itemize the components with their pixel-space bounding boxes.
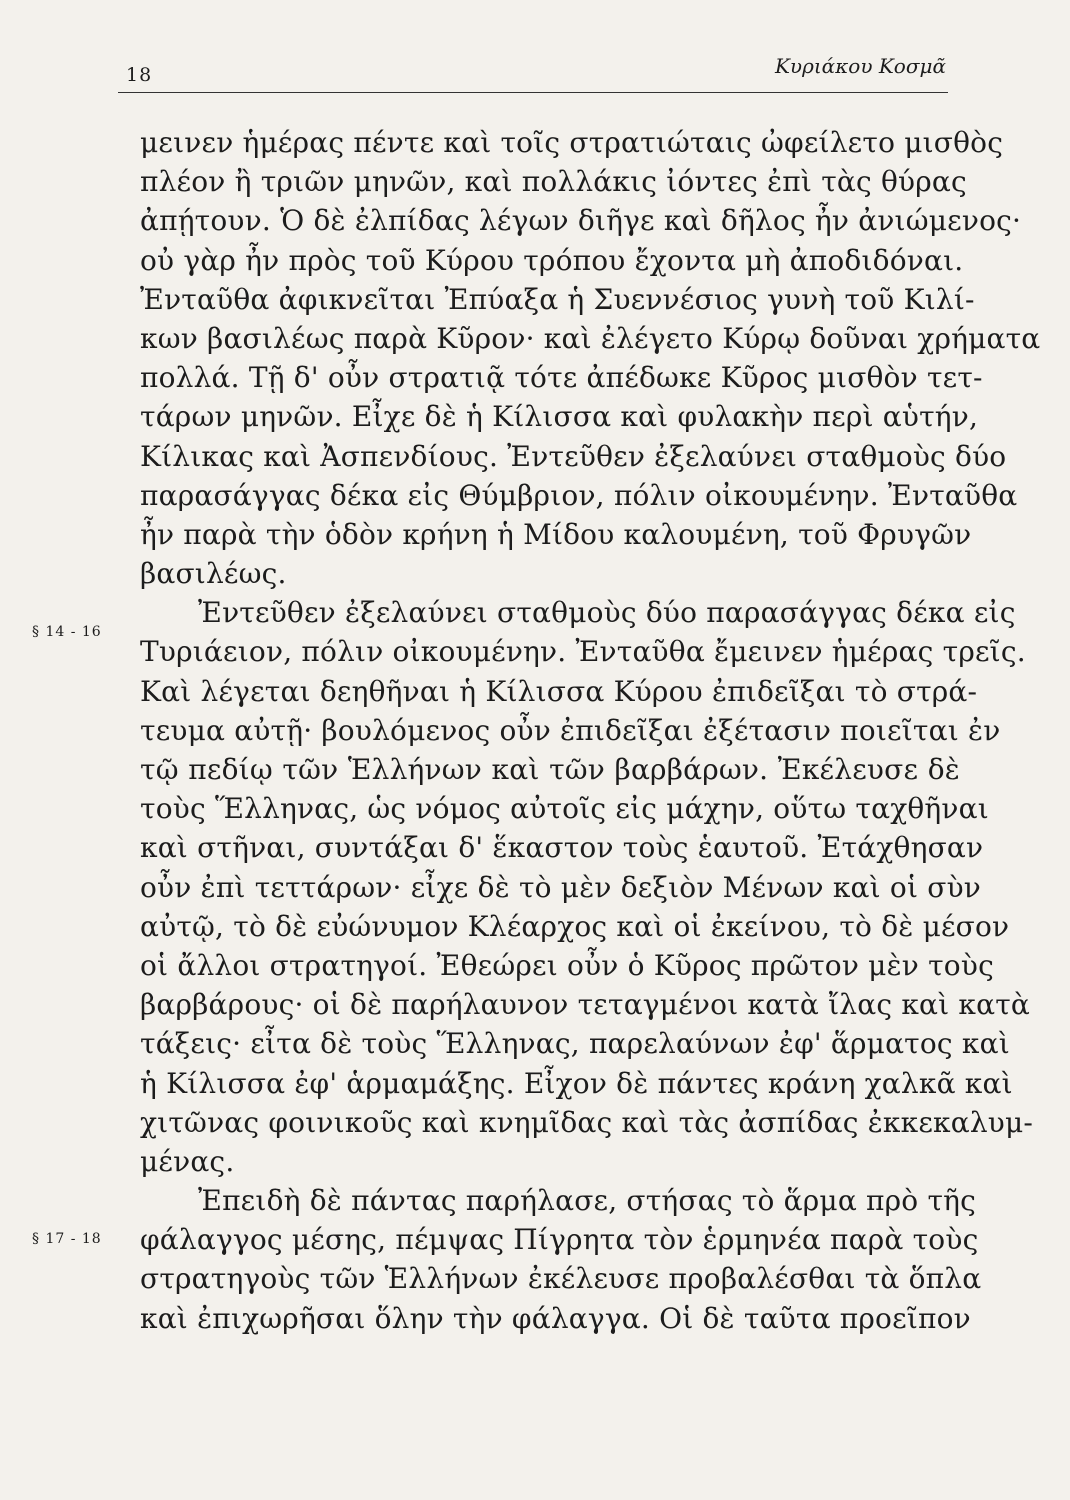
text-line: τῷ πεδίῳ τῶν Ἑλλήνων καὶ τῶν βαρβάρων. Ἐκέλευσε δὲ <box>140 753 960 786</box>
text-line: Τυριάειον, πόλιν οἰκουμένην. Ἐνταῦθα ἔμεινεν ἡμέρας τρεῖς. <box>140 635 1026 669</box>
text-line: τάρων μηνῶν. Εἶχε δὲ ἡ Κίλισσα καὶ φυλακὴν περὶ αὑτήν, <box>140 400 979 434</box>
text-line: μένας. <box>140 1144 235 1178</box>
text-line: Ἐνταῦθα ἀφικνεῖται Ἐπύαξα ἡ Συεννέσιος γυνὴ τοῦ Κιλί- <box>140 282 975 316</box>
text-line: αὐτῷ, τὸ δὲ εὐώνυμον Κλέαρχος καὶ οἱ ἐκείνου, τὸ δὲ μέσον <box>140 909 1010 943</box>
text-line: Ἐντεῦθεν ἐξελαύνει σταθμοὺς δύο παρασάγγας δέκα εἰς <box>198 596 1016 630</box>
text-line: τοὺς Ἕλληνας, ὡς νόμος αὐτοῖς εἰς μάχην, οὕτω ταχθῆναι <box>140 792 989 826</box>
text-line: παρασάγγας δέκα εἰς Θύμβριον, πόλιν οἰκουμένην. Ἐνταῦθα <box>140 478 1018 512</box>
text-line: ἡ Κίλισσα ἐφ' ἁρμαμάξης. Εἶχον δὲ πάντες κράνη χαλκᾶ καὶ <box>140 1066 1013 1100</box>
text-line: Καὶ λέγεται δεηθῆναι ἡ Κίλισσα Κύρου ἐπιδεῖξαι τὸ στρά- <box>140 674 978 708</box>
text-line: μεινεν ἡμέρας πέντε καὶ τοῖς στρατιώταις ὠφείλετο μισθὸς <box>140 126 1004 159</box>
text-line: πλέον ἢ τριῶν μηνῶν, καὶ πολλάκις ἰόντες ἐπὶ τὰς θύρας <box>140 165 967 199</box>
body-text <box>140 123 1041 1338</box>
text-line: τάξεις· εἶτα δὲ τοὺς Ἕλληνας, παρελαύνων ἐφ' ἅρματος καὶ <box>140 1027 1010 1061</box>
text-line: κων βασιλέως παρὰ Κῦρον· καὶ ἐλέγετο Κύρῳ δοῦναι χρήματα <box>140 321 1041 355</box>
text-line: οὐ γὰρ ἦν πρὸς τοῦ Κύρου τρόπου ἔχοντα μὴ ἀποδιδόναι. <box>140 243 964 277</box>
section-marker: § 14 - 16 <box>32 624 102 640</box>
text-line: στρατηγοὺς τῶν Ἑλλήνων ἐκέλευσε προβαλέσθαι τὰ ὅπλα <box>140 1262 982 1296</box>
page-number: 18 <box>126 64 153 86</box>
text-line: φάλαγγος μέσης, πέμψας Πίγρητα τὸν ἑρμηνέα παρὰ τοὺς <box>140 1223 979 1257</box>
text-line: οἱ ἄλλοι στρατηγοί. Ἐθεώρει οὖν ὁ Κῦρος πρῶτον μὲν τοὺς <box>140 948 994 982</box>
text-line: Ἐπειδὴ δὲ πάντας παρήλασε, στήσας τὸ ἅρμα πρὸ τῆς <box>198 1184 976 1218</box>
text-line: ἦν παρὰ τὴν ὁδὸν κρήνη ἡ Μίδου καλουμένη, τοῦ Φρυγῶν <box>140 517 972 551</box>
text-line: οὖν ἐπὶ τεττάρων· εἶχε δὲ τὸ μὲν δεξιὸν Μένων καὶ οἱ σὺν <box>140 870 982 904</box>
text-line: βασιλέως. <box>140 557 287 591</box>
text-line: βαρβάρους· οἱ δὲ παρήλαυνον τεταγμένοι κατὰ ἴλας καὶ κατὰ <box>140 988 1031 1022</box>
text-line: πολλά. Τῇ δ' οὖν στρατιᾷ τότε ἀπέδωκε Κῦρος μισθὸν τετ- <box>140 361 983 395</box>
text-line: τευμα αὐτῇ· βουλόμενος οὖν ἐπιδεῖξαι ἐξέτασιν ποιεῖται ἐν <box>140 713 1001 747</box>
text-line: ἀπῄτουν. Ὁ δὲ ἐλπίδας λέγων διῆγε καὶ δῆλος ἦν ἀνιώμενος· <box>140 204 1022 238</box>
text-line: καὶ στῆναι, συντάξαι δ' ἕκαστον τοὺς ἑαυτοῦ. Ἐτάχθησαν <box>140 831 984 865</box>
text-line: χιτῶνας φοινικοῦς καὶ κνημῖδας καὶ τὰς ἀσπίδας ἐκκεκαλυμ- <box>140 1105 1034 1139</box>
page-header <box>118 52 948 93</box>
text-line: Κίλικας καὶ Ἀσπενδίους. Ἐντεῦθεν ἐξελαύνει σταθμοὺς δύο <box>140 439 1007 473</box>
section-marker: § 17 - 18 <box>32 1231 102 1247</box>
running-head: Κυριάκου Κοσμᾶ <box>774 54 946 78</box>
text-line: καὶ ἐπιχωρῆσαι ὅλην τὴν φάλαγγα. Οἱ δὲ ταῦτα προεῖπον <box>140 1301 971 1335</box>
